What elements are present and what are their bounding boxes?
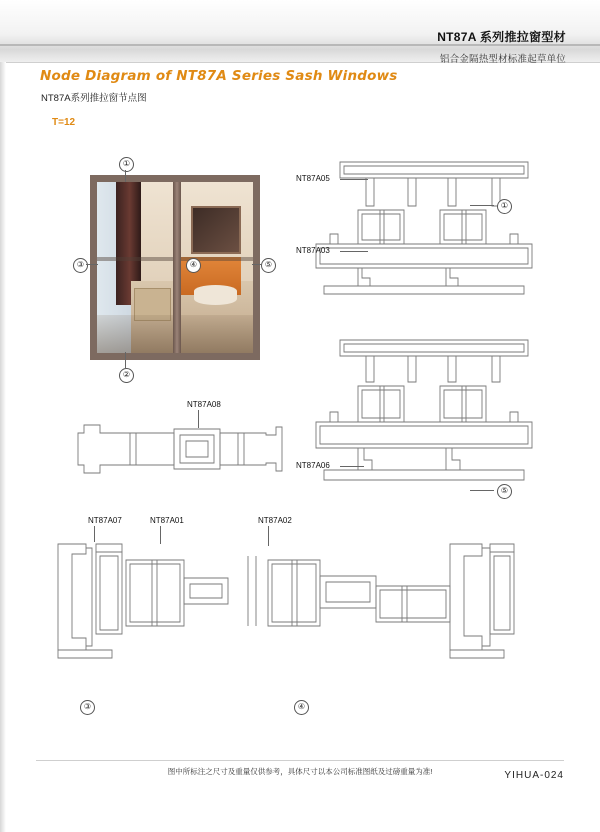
profile-label-nt87a02: NT87A02: [258, 516, 292, 525]
window-photo: [90, 175, 260, 360]
leader-nt87a01: [160, 526, 161, 544]
leader-nt87a08: [198, 410, 199, 428]
callout-photo-4: ④: [186, 258, 201, 273]
profile-label-nt87a08: NT87A08: [187, 400, 221, 409]
leader-nt87a07: [94, 526, 95, 542]
leader-section-1: [470, 205, 494, 206]
callout-section-1: ①: [497, 199, 512, 214]
profile-label-nt87a03: NT87A03: [296, 246, 330, 255]
section-detail-interlock: [70, 415, 290, 485]
page-title-en: Node Diagram of NT87A Series Sash Windows: [40, 68, 398, 84]
photo-scene: [97, 182, 253, 353]
leader-section-5: [470, 490, 494, 491]
section-detail-5: [296, 330, 556, 510]
profile-label-nt87a05-top: NT87A05: [296, 174, 330, 183]
leader-nt87a02: [268, 526, 269, 546]
footer-divider: [36, 760, 564, 761]
profile-label-nt87a06: NT87A06: [296, 461, 330, 470]
section-detail-bottom: [52, 530, 522, 690]
profile-label-nt87a07: NT87A07: [88, 516, 122, 525]
section-detail-1: [296, 148, 556, 348]
thickness-label: T=12: [52, 117, 76, 128]
callout-section-5: ⑤: [497, 484, 512, 499]
callout-photo-3: ③: [73, 258, 88, 273]
callout-section-4: ④: [294, 700, 309, 715]
leader-nt87a06: [340, 466, 364, 467]
photo-mirror: [191, 206, 242, 254]
callout-photo-1: ①: [119, 157, 134, 172]
callout-photo-2: ②: [119, 368, 134, 383]
leader-photo-1: [125, 170, 126, 182]
photo-vertical-mullion: [173, 182, 181, 353]
footer-code: YIHUA-024: [504, 770, 564, 781]
photo-table: [194, 285, 238, 306]
leader-photo-5: [252, 264, 262, 265]
footer-note: 图中所标注之尺寸及重量仅供参考，具体尺寸以本公司标准图纸及过磅重量为准!: [167, 767, 433, 776]
callout-photo-5: ⑤: [261, 258, 276, 273]
profile-label-nt87a01: NT87A01: [150, 516, 184, 525]
header-subtitle: 铝合金隔热型材标准起草单位: [439, 54, 566, 65]
leader-nt87a03: [340, 251, 368, 252]
leader-photo-3: [86, 264, 98, 265]
page-title-cn: NT87A系列推拉窗节点图: [41, 93, 147, 104]
page-left-edge-shadow: [0, 62, 6, 832]
leader-nt87a05-top: [340, 179, 368, 180]
leader-photo-2: [125, 352, 126, 368]
callout-section-3: ③: [80, 700, 95, 715]
header-title: NT87A 系列推拉窗型材: [437, 30, 566, 44]
